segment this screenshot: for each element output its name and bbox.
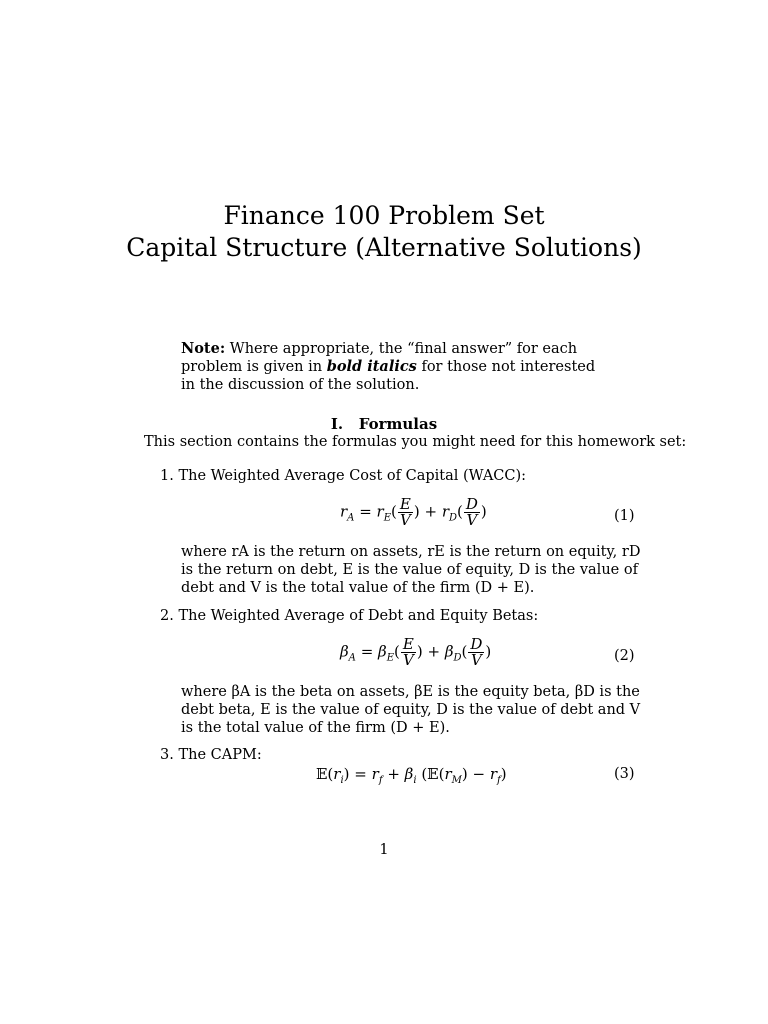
equation-2: $\beta_A = \beta_E$( $\frac{E}{V}$ ) + $\beta_D$( $\frac{D}{V}$ ) <box>340 635 492 669</box>
list-item-1 <box>160 468 526 484</box>
note-text-after: for those not interested in the discussion of the solution. <box>181 359 596 393</box>
item-1-number: 1. <box>160 468 174 484</box>
list-item-3 <box>160 747 262 763</box>
equation-2-number: (2) <box>614 648 635 664</box>
note-paragraph <box>181 340 611 394</box>
equation-3-number: (3) <box>614 766 635 782</box>
section-intro: This section contains the formulas you might need for this homework set: <box>144 434 687 450</box>
item-2-number: 2. <box>160 608 174 624</box>
item-1-heading: The Weighted Average Cost of Capital (WACC): <box>178 468 527 484</box>
equation-3: $𝔼(r_i) = r_f + \beta_i$ $(𝔼(r_M) - r_f)$ <box>316 765 507 786</box>
document-title-line2: Capital Structure (Alternative Solutions) <box>126 233 642 262</box>
item-1-description: where rA is the return on assets, rE is the return on equity, rD is the return on debt, E is the value of equity, D is the value of debt and V is the total value of the firm (D + E). <box>181 544 641 596</box>
item-2-description: where βA is the beta on assets, βE is the equity beta, βD is the debt beta, E is the value of equity, D is the value of debt and V is the total value of the firm (D + E). <box>181 684 641 736</box>
page-number: 1 <box>379 842 389 858</box>
note-label: Note: <box>181 340 226 357</box>
section-title: Formulas <box>358 415 438 433</box>
equation-1: $r_A = r_E$( $\frac{E}{V}$ ) + $r_D$( $\frac{D}{V}$ ) <box>340 495 487 529</box>
equation-1-number: (1) <box>614 508 635 524</box>
list-item-2 <box>160 608 538 624</box>
item-2-heading: The Weighted Average of Debt and Equity Betas: <box>178 608 539 624</box>
section-number: I. <box>330 415 344 433</box>
note-text-before: Where appropriate, the “final answer” for each problem is given in <box>181 341 578 375</box>
section-heading <box>0 415 768 433</box>
item-3-heading: The CAPM: <box>178 747 262 763</box>
note-emphasis: bold italics <box>326 358 417 375</box>
document-title-line1: Finance 100 Problem Set <box>223 201 545 230</box>
item-3-number: 3. <box>160 747 174 763</box>
